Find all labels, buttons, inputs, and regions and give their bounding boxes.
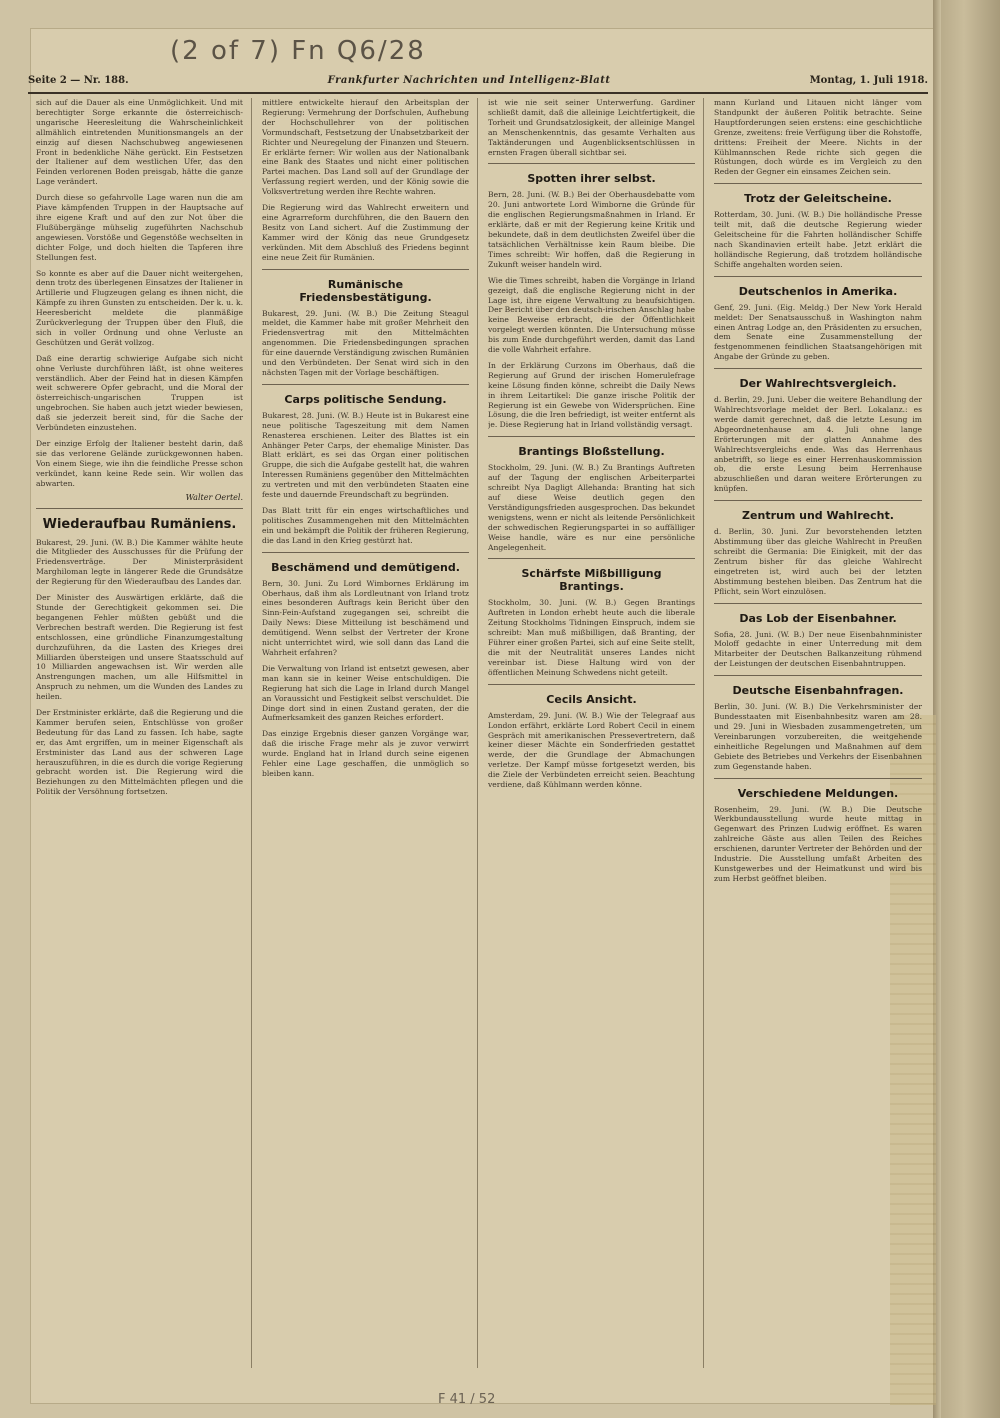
paragraph: Bukarest, 29. Juni. (W. B.) Die Zeitung Steagul meldet, die Kammer habe mit großer Mehrheit den Friedensvertrag mit den Mittelmächten angenommen. Die Friedensbedingungen sprachen für eine dauernde Verständigung zwischen Rumänien und den Verbündeten. Der Senat wird sich in den nächsten Tagen mit der Vorlage beschäftigen. [262, 308, 469, 377]
headline-eisenbahner: Das Lob der Eisenbahner. [739, 611, 897, 625]
divider [488, 163, 695, 164]
column-4 [714, 98, 930, 1368]
headline-verschiedene: Verschiedene Meldungen. [737, 786, 899, 800]
divider [714, 183, 922, 184]
paragraph: Der einzige Erfolg der Italiener besteht darin, daß sie das verlorene Gelände zurückgewonnen haben. Von einem Siege, wie ihn die feindliche Presse schon verkündet, kann keine Rede sein. Wir wollen das abwarten. [36, 439, 243, 488]
paragraph: mittlere entwickelte hierauf den Arbeitsplan der Regierung: Vermehrung der Dorfschulen, Aufhebung der Hochschullehrer von der politischen Vormundschaft, Festsetzung der Unabsetzbarkeit der Richter und Neuregelung der Finanzen und Steuern. Er erklärte ferner: Wir wollen aus der Nationalbank eine Bank des Staates und nicht einer politischen Partei machen. Das Land soll auf der Grundlage der Verfassung regiert werden, und der König sowie die Volksvertretung werden ihre Rechte wahren. [262, 98, 469, 197]
paragraph: d. Berlin, 30. Juni. Zur bevorstehenden letzten Abstimmung über das gleiche Wahlrecht in Preußen schreibt die Germania: Die Einigkeit, mit der das Zentrum bisher für das gleiche Wahlrecht eingetreten ist, wird auch bei der letzten Abstimmung bestehen bleiben. Das Zentrum hat die Pflicht, sein Wort einzulösen. [714, 527, 922, 596]
paragraph: Sofia, 28. Juni. (W. B.) Der neue Eisenbahnminister Moloff gedachte in einer Unterredung mit dem Mitarbeiter der Deutschen Balkanzeitung rühmend der Leistungen der deutschen Eisenbahntruppen. [714, 629, 922, 669]
divider [714, 603, 922, 604]
headline-wiederaufbau: Wiederaufbau Rumäniens. [42, 516, 237, 532]
paragraph: Bern, 30. Juni. Zu Lord Wimbornes Erklärung im Oberhaus, daß ihm als Lordleutnant von Irland trotz eines besonderen Auftrags kein Bericht über den Sinn-Fein-Aufstand zugegangen sei, schreibt die Daily News: Diese Mitteilung ist beschämend und demütigend. Wenn selbst der Vertreter der Krone nicht unterrichtet wird, wie soll dann das Land die Wahrheit erfahren? [262, 578, 469, 657]
headline-carps: Carps politische Sendung. [284, 392, 447, 406]
headline-beschaemend: Beschämend und demütigend. [271, 560, 460, 574]
paragraph: Genf, 29. Juni. (Eig. Meldg.) Der New York Herald meldet: Der Senatsausschuß in Washington nahm einen Antrag Lodge an, den Präsidenten zu ersuchen, dem Senate eine Zusammenstellung der festgenommenen feindlichen Staatsangehörigen mit Angabe der Gründe zu geben. [714, 302, 922, 362]
headline-friedensbestaetigung: Rumänische Friedensbestätigung. [299, 277, 432, 304]
column-2 [262, 98, 478, 1368]
paragraph: Stockholm, 30. Juni. (W. B.) Gegen Brantings Auftreten in London erhebt heute auch die liberale Zeitung Stockholms Tidningen Einspruch, indem sie schreibt: Man muß mißbilligen, daß Branting, der Führer einer großen Partei, sich auf eine Seite stellt, die mit der Neutralität unseres Landes nicht vereinbar ist. Diese Haltung wird von der öffentlichen Meinung Schwedens nicht geteilt. [488, 598, 695, 677]
author-signature: Walter Oertel. [185, 492, 243, 502]
paragraph: In der Erklärung Curzons im Oberhaus, daß die Regierung auf Grund der irischen Homerulefrage keine Lösung finden könne, schreibt die Daily News in ihrem Leitartikel: Die ganze irische Politik der Regierung ist ein Gewebe von Widersprüchen. Eine Lösung, die die Iren befriedigt, ist weiter entfernt als je. Diese Regierung hat in Irland vollständig versagt. [488, 360, 695, 430]
headline-zentrum: Zentrum und Wahlrecht. [742, 509, 894, 523]
divider [714, 500, 922, 501]
paragraph: ist wie nie seit seiner Unterwerfung. Gardiner schließt damit, daß die alleinige Leichtfertigkeit, die Torheit und Grundsatzlosigkeit, der alleinige Mangel an Menschenkenntnis, das gesamte Verhalten aus Taktänderungen und Augenblicksentschlüssen in ernsten Fragen überall sichtbar sei. [488, 98, 695, 157]
divider [488, 558, 695, 559]
divider [262, 269, 469, 270]
paragraph: sich auf die Dauer als eine Unmöglichkeit. Und mit berechtigter Sorge erkannte die österreichisch-ungarische Heeresleitung die Wahrscheinlichkeit allmählich eintretenden Munitionsmangels an der einzig auf diesen Nachschubweg angewiesenen Front in bedenkliche Nähe gerückt. Ein Festsetzen der Italiener auf dem westlichen Ufer, das den Feinden verlorenen Boden preisgab, hätte die ganze Lage verändert. [36, 98, 243, 187]
divider [488, 436, 695, 437]
header-page-number: Seite 2 — Nr. 188. [28, 74, 129, 86]
divider [488, 684, 695, 685]
divider [714, 368, 922, 369]
headline-wahlrecht: Der Wahlrechtsvergleich. [739, 377, 897, 391]
paragraph: So konnte es aber auf die Dauer nicht weitergehen, denn trotz des überlegenen Einsatzes der Italiener in Artillerie und Flugzeugen gelang es ihnen nicht, die Kämpfe zu ihren Gunsten zu entscheiden. Der k. u. k. Heeresbericht meldete die planmäßige Zurückverlegung der Truppen über den Fluß, die sich in voller Ordnung und ohne Verluste an Geschützen und Gerät vollzog. [36, 268, 243, 347]
paragraph: Rotterdam, 30. Juni. (W. B.) Die holländische Presse teilt mit, daß die deutsche Regierung wieder Geleitscheine für die Fahrten holländischer Schiffe nach Skandinavien erteilt habe. Jetzt erklärt die holländische Regierung, daß trotzdem holländische Schiffe angehalten worden seien. [714, 210, 922, 269]
paragraph: Bukarest, 28. Juni. (W. B.) Heute ist in Bukarest eine neue politische Tageszeitung mit dem Namen Renasterea erschienen. Leiter des Blattes ist ein Anhänger Peter Carps, der ehemalige Minister. Das Blatt erklärt, es sei das Organ einer politischen Gruppe, die sich die Aufgabe gestellt hat, die wahren Interessen Rumäniens gegenüber den Mittelmächten zu vertreten und mit den verbündeten Staaten eine feste und dauernde Freundschaft zu begründen. [262, 410, 469, 500]
headline-deutschenlos: Deutschenlos in Amerika. [738, 284, 898, 298]
paragraph: d. Berlin, 29. Juni. Ueber die weitere Behandlung der Wahlrechtsvorlage meldet der Berl. Lokalanz.: es werde damit gerechnet, daß die letzte Lesung im Abgeordnetenhause am 4. Juli ohne lange Erörterungen mit der glatten Annahme des Wahlrechtsvergleichs ende. Was das Herrenhaus anbetrifft, so liege es einer Herrenhauskommission ob, die erste Lesung beim Herrenhause abzuschließen und daran weitere Erörterungen zu knüpfen. [714, 395, 922, 494]
paragraph: Rosenheim, 29. Juni. (W. B.) Die Deutsche Werkbundausstellung wurde heute mittag in Gegenwart des Prinzen Ludwig eröffnet. Es waren zahlreiche Gäste aus allen Teilen des Reiches erschienen, darunter Vertreter der Behörden und der Industrie. Die Ausstellung umfaßt Arbeiten des Kunstgewerbes und der Heimatkunst und wird bis zum Herbst geöffnet bleiben. [714, 804, 922, 883]
paragraph: Der Erstminister erklärte, daß die Regierung und die Kammer berufen seien, Entschlüsse von großer Bedeutung für das Land zu fassen. Ich habe, sagte er, das Amt ergriffen, um in meiner Eigenschaft als Erstminister das Land aus der schweren Lage herauszuführen, in die es durch die vorige Regierung gebracht worden ist. Die Regierung wird die Beziehungen zu den Mittelmächten pflegen und die Politik der Versöhnung fortsetzen. [36, 708, 243, 797]
column-3 [488, 98, 704, 1368]
headline-trotz: Trotz der Geleitscheine. [744, 192, 892, 206]
archive-handwriting: (2 of 7) Fn Q6/28 [170, 36, 426, 66]
paragraph: Die Regierung wird das Wahlrecht erweitern und eine Agrarreform durchführen, die den Bauern den Besitz von Land sichert. Auf die Zustimmung der Kammer wird der König das neue Grundgesetz verkünden. Mit dem Abschluß des Friedens beginnt eine neue Zeit für Rumänien. [262, 203, 469, 262]
headline-spotten: Spotten ihrer selbst. [527, 172, 656, 186]
header-rule [28, 92, 928, 94]
header-date: Montag, 1. Juli 1918. [809, 74, 928, 86]
headline-brantings: Brantings Bloßstellung. [518, 445, 665, 459]
paragraph: Stockholm, 29. Juni. (W. B.) Zu Brantings Auftreten auf der Tagung der englischen Arbeiterpartei schreibt Nya Dagligt Allehanda: Branting hat sich auf diese Weise deutlich gegen den Verständigungsfrieden ausgesprochen. Das bekundet wenigstens, wenn er nicht als leitende Persönlichkeit der schwedischen Regierungspartei in so auffälliger Weise handle, wäre es nur eine persönliche Angelegenheit. [488, 463, 695, 552]
paragraph: Das einzige Ergebnis dieser ganzen Vorgänge war, daß die irische Frage mehr als je zuvor verwirrt wurde. England hat in Irland durch seine eigenen Fehler eine Lage geschaffen, die unmöglich so bleiben kann. [262, 729, 469, 778]
column-1 [36, 98, 252, 1368]
paragraph: Daß eine derartig schwierige Aufgabe sich nicht ohne Verluste durchführen läßt, ist ohne weiteres verständlich. Aber der Feind hat in diesen Kämpfen weit schwerere Opfer gebracht, und die Moral der österreichisch-ungarischen Truppen ist ungebrochen. Sie haben auch jetzt wieder bewiesen, daß sie jederzeit bereit sind, für die Sache der Verbündeten einzustehen. [36, 353, 243, 433]
header-masthead: Frankfurter Nachrichten und Intelligenz-Blatt [327, 74, 611, 86]
paragraph: Berlin, 30. Juni. (W. B.) Die Verkehrsminister der Bundesstaaten mit Eisenbahnbesitz waren am 28. und 29. Juni in Wiesbaden zusammengetreten, um Vereinbarungen vorzubereiten, die weitgehende einheitliche Regelungen und Maßnahmen auf dem Gebiete des Betriebes und Verkehrs der Eisenbahnen zum Gegenstande haben. [714, 702, 922, 771]
divider [714, 675, 922, 676]
headline-schaerfste: Schärfste Mißbilligung Brantings. [521, 567, 662, 594]
divider [714, 276, 922, 277]
paragraph: Bukarest, 29. Juni. (W. B.) Die Kammer wählte heute die Mitglieder des Ausschusses für die Prüfung der Friedensverträge. Der Ministerpräsident Marghiloman legte in längerer Rede die Grundsätze der Regierung für den Wiederaufbau des Landes dar. [36, 537, 243, 587]
article-columns [36, 98, 930, 1368]
paragraph: Der Minister des Auswärtigen erklärte, daß die Stunde der Gerechtigkeit gekommen sei. Die begangenen Fehler müßten gebüßt und die Verbrechen bestraft werden. Die Regierung ist fest entschlossen, eine gründliche Finanzumgestaltung durchzuführen, da die Lasten des Krieges drei Milliarden übersteigen und unsere Staatsschuld auf 10 Milliarden angewachsen ist. Wir werden alle Anstrengungen machen, um alle Hilfsmittel in Anspruch zu nehmen, um die Wunden des Landes zu heilen. [36, 593, 243, 702]
paragraph: Die Verwaltung von Irland ist entsetzt gewesen, aber man kann sie in keiner Weise entschuldigen. Die Regierung hat sich die Lage in Irland durch Mangel an Voraussicht und Festigkeit selbst verschuldet. Die Dinge dort sind in einen Zustand geraten, der die Aufmerksamkeit des ganzen Reiches erfordert. [262, 663, 469, 723]
paragraph: mann Kurland und Litauen nicht länger vom Standpunkt der äußeren Politik betrachte. Seine Hauptforderungen seien erstens: eine geschichtliche Grenze, zweitens: freie Verfügung über die Rohstoffe, drittens: Freiheit der Meere. Nichts in der Kühlmannschen Rede richte sich gegen die Rüstungen, doch würde es im Vergleich zu den Reden der Gegner ein einsames Zeichen sein. [714, 98, 922, 177]
paragraph: Wie die Times schreibt, haben die Vorgänge in Irland gezeigt, daß die englische Regierung nicht in der Lage ist, ihre eigene Verwaltung zu beaufsichtigen. Der Bericht über den deutsch-irischen Anschlag habe keine Beweise erbracht, die der Öffentlichkeit vorgelegt werden könnten. Die Untersuchung müsse bis zum Ende durchgeführt werden, damit das Land die volle Wahrheit erfahre. [488, 275, 695, 355]
paragraph: Das Blatt tritt für ein enges wirtschaftliches und politisches Zusammengehen mit den Mittelmächten ein und bekämpft die Politik der früheren Regierung, die das Land in den Krieg gestürzt hat. [262, 506, 469, 545]
headline-eisenbahnfragen: Deutsche Eisenbahnfragen. [732, 684, 904, 698]
divider [262, 384, 469, 385]
page-header [28, 70, 928, 90]
page-edge-strip [940, 0, 1000, 1418]
paragraph: Amsterdam, 29. Juni. (W. B.) Wie der Telegraaf aus London erfährt, erklärte Lord Robert Cecil in einem Gespräch mit amerikanischen Pressevertretern, daß keiner dieser Mächte ein Sonderfrieden gestattet werde, der die Grundlage der Abmachungen verletze. Der Kampf müsse fortgesetzt werden, bis die Ziele der Verbündeten erreicht seien. Beachtung verdiene, daß Kühlmann werden könne. [488, 710, 695, 790]
divider [36, 508, 243, 509]
paragraph: Durch diese so gefahrvolle Lage waren nun die am Piave kämpfenden Truppen in der Hauptsache auf ihre eigene Kraft und auf den zur Not über die Flußübergänge mühselig zugeführten Nachschub angewiesen. Vorstöße und Gegenstöße wechselten in dichter Folge, und doch hielten die Tapferen ihre Stellungen fest. [36, 193, 243, 262]
divider [714, 778, 922, 779]
headline-cecils: Cecils Ansicht. [546, 692, 637, 706]
divider [262, 552, 469, 553]
paragraph: Bern, 28. Juni. (W. B.) Bei der Oberhausdebatte vom 20. Juni antwortete Lord Wimborne die Gründe für die englischen Regierungsmaßnahmen in Irland. Er erklärte, daß er mit der Regierung keine Kritik und bekundete, daß in dem deutlichsten Zweifel über die tatsächlichen Verhältnisse kein Raum bleibe. Die Times schreibt: Wir hoffen, daß die Regierung in Zukunft weiser handeln wird. [488, 190, 695, 269]
archive-footer-handwriting: F 41 / 52 [438, 1392, 496, 1407]
